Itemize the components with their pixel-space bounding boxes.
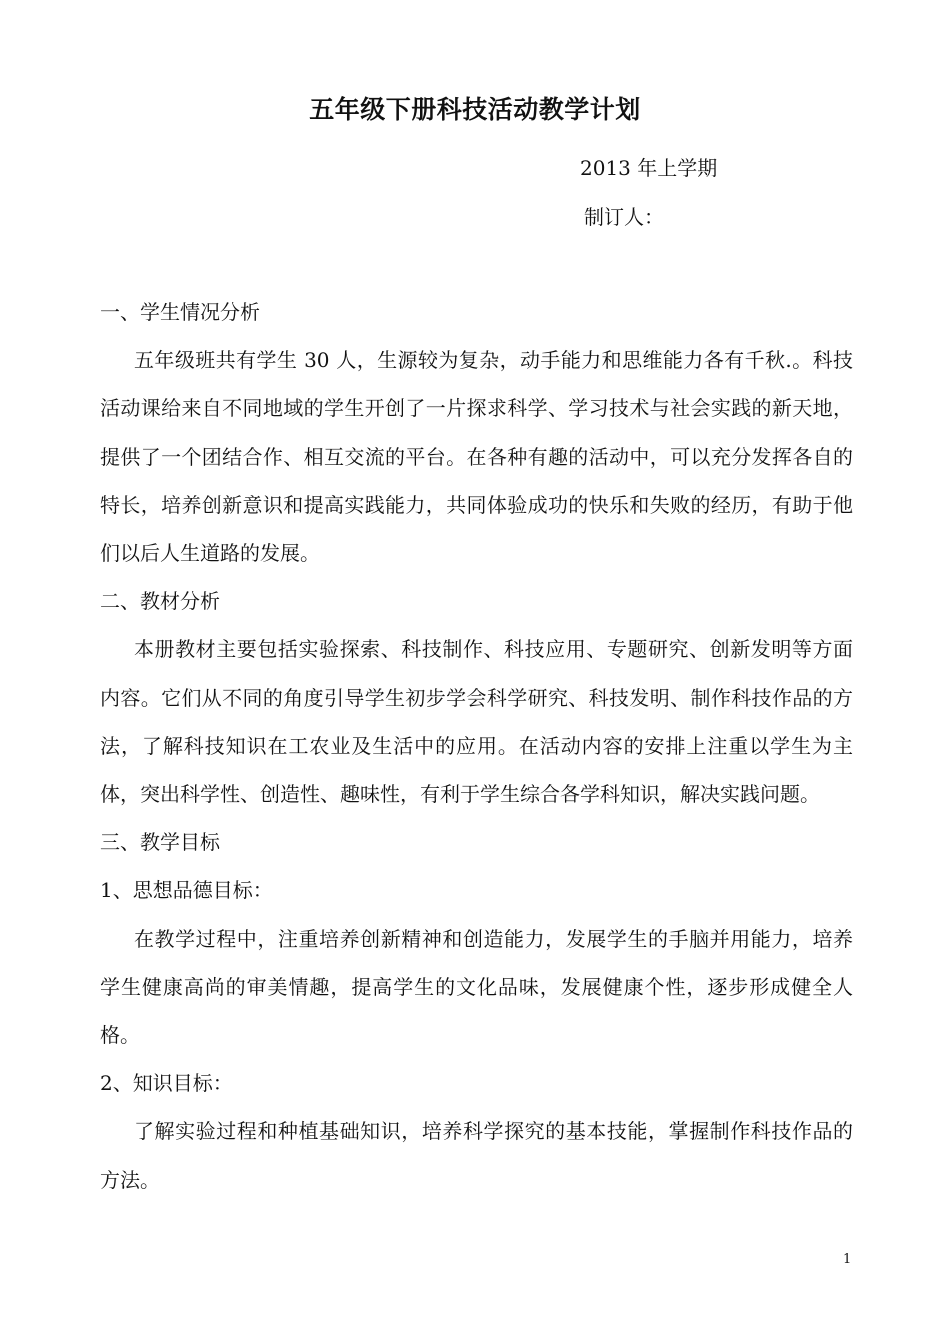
paragraph-moral-goals: 在教学过程中，注重培养创新精神和创造能力，发展学生的手脑并用能力，培养学生健康高尚的审美情趣，提高学生的文化品味，发展健康个性，逐步形成健全人格。 (100, 926, 853, 1048)
document-body (100, 288, 853, 1204)
paragraph-knowledge-goals: 了解实验过程和种植基础知识，培养科学探究的基本技能，掌握制作科技作品的方法。 (100, 1119, 853, 1192)
section-heading-textbook-analysis: 二、教材分析 (100, 589, 220, 614)
paragraph-student-analysis: 五年级班共有学生 30 人，生源较为复杂，动手能力和思维能力各有千秋.。科技活动课给来自不同地域的学生开创了一片探求科学、学习技术与社会实践的新天地，提供了一个团结合作、相互交流的平台。在各种有趣的活动中，可以充分发挥各自的特长，培养创新意识和提高实践能力，共同体验成功的快乐和失败的经历，有助于他们以后人生道路的发展。 (100, 348, 853, 566)
subheading-moral-goals: 1、思想品德目标： (100, 878, 273, 903)
document-title: 五年级下册科技活动教学计划 (309, 95, 641, 124)
semester-label: 2013 年上学期 (580, 156, 718, 180)
section-heading-teaching-goals: 三、教学目标 (100, 830, 220, 855)
subheading-knowledge-goals: 2、知识目标： (100, 1071, 233, 1096)
author-label: 制订人： (584, 205, 664, 229)
page-number: 1 (843, 1252, 852, 1267)
section-heading-student-analysis: 一、学生情况分析 (100, 300, 260, 324)
paragraph-textbook-analysis: 本册教材主要包括实验探索、科技制作、科技应用、专题研究、创新发明等方面内容。它们从不同的角度引导学生初步学会科学研究、科技发明、制作科技作品的方法，了解科技知识在工农业及生活中的应用。在活动内容的安排上注重以学生为主体，突出科学性、创造性、趣味性，有利于学生综合各学科知识，解决实践问题。 (100, 637, 853, 807)
